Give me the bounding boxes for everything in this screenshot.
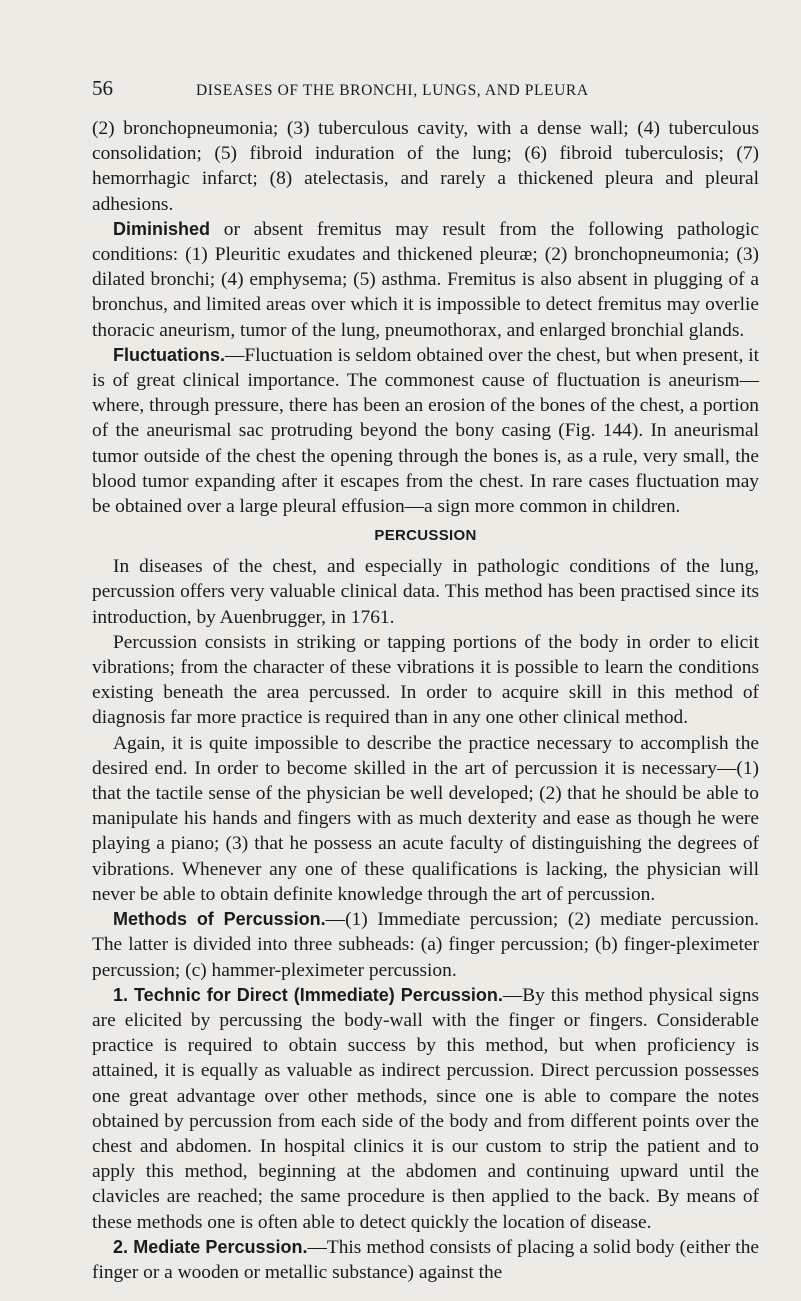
body-text xyxy=(92,116,759,1285)
runin-heading: 1. Technic for Direct (Immediate) Percussion. xyxy=(113,984,503,1005)
paragraph-text: (2) bronchopneumonia; (3) tuberculous cavity, with a dense wall; (4) tuberculous consolidation; (5) fibroid induration of the lung; (6) fibroid tuberculosis; (7) hemorrhagic infarct; (8) atelectasis, and rarely a thickened pleura and pleural adhesions. xyxy=(92,118,759,215)
paragraph-continuation xyxy=(92,116,759,217)
section-heading: PERCUSSION xyxy=(374,527,477,545)
paragraph-fluctuations xyxy=(92,343,759,519)
paragraph-methods xyxy=(92,907,759,983)
runin-heading: Methods of Percussion. xyxy=(113,909,326,930)
page-number: 56 xyxy=(92,76,113,100)
paragraph-text: —This method consists of placing a solid body (either the finger or a wooden or metallic substance) against the xyxy=(92,1236,759,1283)
paragraph-diminished-fremitus xyxy=(92,217,759,343)
paragraph-percussion-definition xyxy=(92,630,759,731)
running-title: DISEASES OF THE BRONCHI, LUNGS, AND PLEURA xyxy=(196,82,589,99)
paragraph-text: —(1) Immediate percussion; (2) mediate percussion. The latter is divided into three subheads: (a) finger percussion; (b) finger-pleximeter percussion; (c) hammer-pleximeter percussion. xyxy=(92,909,759,981)
runin-heading: Diminished xyxy=(113,218,211,239)
paragraph-percussion-intro xyxy=(92,554,759,630)
runin-heading: Fluctuations. xyxy=(113,344,225,365)
paragraph-mediate-percussion xyxy=(92,1235,759,1285)
paragraph-text: or absent fremitus may result from the following pathologic conditions: (1) Pleuritic exudates and thickened pleuræ; (2) bronchopneumonia; (3) dilated bronchi; (4) emphysema; (5) asthma. Fremitus is also absent in plugging of a bronchus, and limited areas over which it is impossible to detect fremitus may overlie thoracic aneurism, tumor of the lung, pneumothorax, and enlarged bronchial glands. xyxy=(92,218,759,341)
paragraph-text: In diseases of the chest, and especially in pathologic conditions of the lung, percussion offers very valuable clinical data. This method has been practised since its introduction, by Auenbrugger, in 1761. xyxy=(92,556,759,628)
running-head xyxy=(92,76,759,106)
paragraph-text: —By this method physical signs are elicited by percussing the body-wall with the finger or fingers. Considerable practice is required to obtain success by this method, but when proficiency is attained, it is equally as valuable as indirect percussion. Direct percussion possesses one great advantage over other methods, since one is able to compare the notes obtained by percussion from each side of the body and from different points over the chest and abdomen. In hospital clinics it is our custom to strip the patient and to apply this method, beginning at the abdomen and continuing upward until the clavicles are reached; the same procedure is then applied to the back. By means of these methods one is often able to detect quickly the location of disease. xyxy=(92,984,759,1233)
paragraph-direct-percussion xyxy=(92,983,759,1235)
runin-heading: 2. Mediate Percussion. xyxy=(113,1236,308,1257)
paragraph-text: —Fluctuation is seldom obtained over the chest, but when present, it is of great clinical importance. The commonest cause of fluctuation is aneurism—where, through pressure, there has been an erosion of the bones of the chest, a portion of the aneurismal sac protruding beyond the bony casing (Fig. 144). In aneurismal tumor outside of the chest the opening through the bones is, as a rule, very small, the blood tumor expanding after it escapes from the chest. In rare cases fluctuation may be obtained over a large pleural effusion—a sign more common in children. xyxy=(92,344,759,518)
paragraph-text: Again, it is quite impossible to describe the practice necessary to accomplish the desired end. In order to become skilled in the art of percussion it is necessary—(1) that the tactile sense of the physician be well developed; (2) that he should be able to manipulate his hands and fingers with as much dexterity and ease as though he were playing a piano; (3) that he possess an acute faculty of distinguishing the degrees of vibrations. Whenever any one of these qualifications is lacking, the physician will never be able to obtain definite knowledge through the art of percussion. xyxy=(92,732,759,905)
paragraph-text: Percussion consists in striking or tapping portions of the body in order to elicit vibrations; from the character of these vibrations it is possible to learn the conditions existing beneath the area percussed. In order to acquire skill in this method of diagnosis far more practice is required than in any one other clinical method. xyxy=(92,631,759,729)
paragraph-percussion-skill xyxy=(92,731,759,907)
